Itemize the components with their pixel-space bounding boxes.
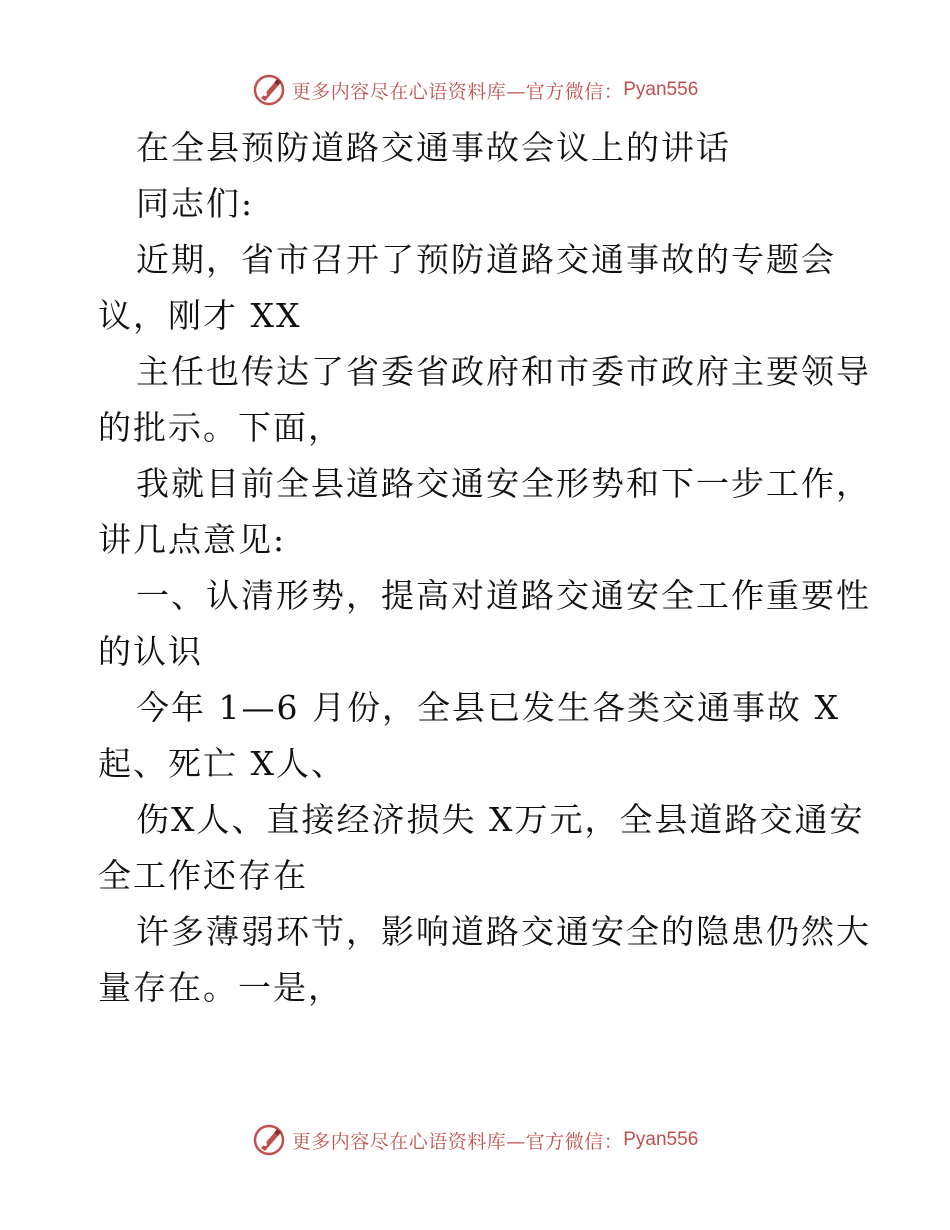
document-text xyxy=(98,120,871,1016)
document-line: 一、认清形势，提高对道路交通安全工作重要性 xyxy=(136,576,871,615)
document-line: 同志们: xyxy=(136,184,255,223)
document-line: 的认识 xyxy=(98,632,203,671)
document-line: 伤X人、直接经济损失 X万元，全县道路交通安 xyxy=(136,800,865,839)
document-line: 起、死亡 X人、 xyxy=(98,744,346,783)
footer-banner-text: 更多内容尽在心语资料库—官方微信： xyxy=(291,1130,624,1153)
document-line: 的批示。下面， xyxy=(98,408,343,447)
footer-banner xyxy=(0,1120,950,1160)
pen-circle-logo-icon xyxy=(252,73,286,107)
document-line: 在全县预防道路交通事故会议上的讲话 xyxy=(136,128,731,167)
header-wechat-id: Pyan556 xyxy=(623,79,699,100)
footer-wechat-id: Pyan556 xyxy=(623,1129,699,1150)
document-line: 近期，省市召开了预防道路交通事故的专题会 xyxy=(136,240,836,279)
document-line: 量存在。一是， xyxy=(98,968,343,1007)
document-line: 主任也传达了省委省政府和市委市政府主要领导 xyxy=(136,352,871,391)
pen-circle-logo-icon xyxy=(252,1123,286,1157)
document-line: 全工作还存在 xyxy=(98,856,308,895)
header-banner-text: 更多内容尽在心语资料库—官方微信： xyxy=(291,80,624,103)
document-line: 我就目前全县道路交通安全形势和下一步工作， xyxy=(136,464,871,503)
document-line: 讲几点意见: xyxy=(98,520,287,559)
document-body xyxy=(98,120,871,1016)
document-line: 今年 1—6 月份，全县已发生各类交通事故 X xyxy=(136,688,840,727)
document-line: 议，刚才 XX xyxy=(98,296,302,335)
header-banner xyxy=(0,70,950,110)
document-line: 许多薄弱环节，影响道路交通安全的隐患仍然大 xyxy=(136,912,871,951)
